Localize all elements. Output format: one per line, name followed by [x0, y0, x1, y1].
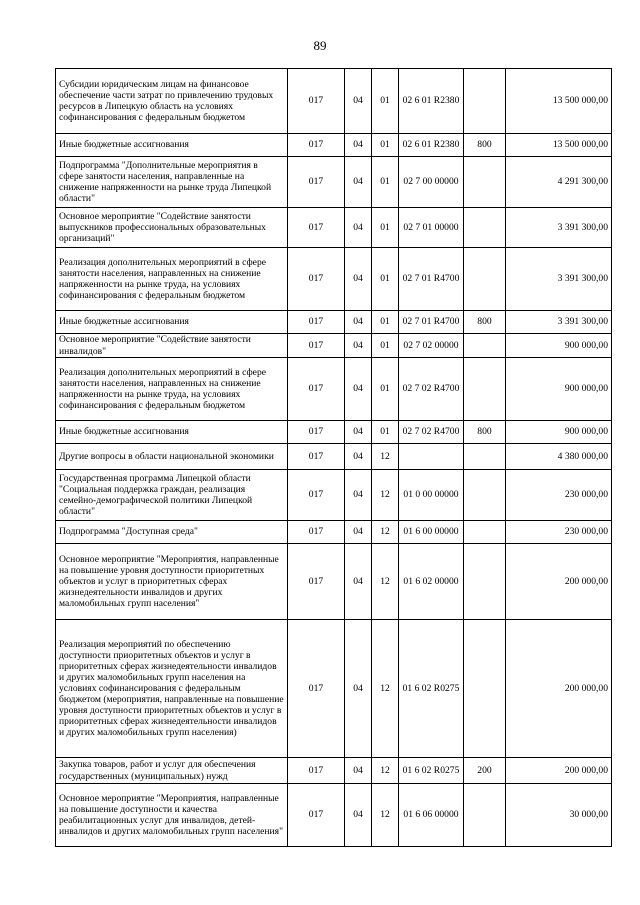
row-subsection: 01: [372, 69, 399, 134]
row-amount: 230 000,00: [506, 470, 612, 521]
row-amount: 13 500 000,00: [506, 134, 612, 157]
table-row: [56, 157, 612, 208]
row-article: 02 7 01 00000: [399, 208, 464, 248]
row-expense-type: [464, 208, 506, 248]
table-row: [56, 521, 612, 544]
row-expense-type: 200: [464, 758, 506, 784]
table-row: [56, 134, 612, 157]
row-section: 04: [345, 69, 372, 134]
table-row: [56, 544, 612, 620]
row-article: 02 7 01 R4700: [399, 248, 464, 311]
row-section: 04: [345, 521, 372, 544]
row-article: 02 6 01 R2380: [399, 134, 464, 157]
row-ministry: 017: [288, 69, 345, 134]
table-row: [56, 208, 612, 248]
row-expense-type: [464, 444, 506, 470]
row-name: Реализация дополнительных мероприятий в сфере занятости населения, направленных на снижение напряженности на рынке труда, на условиях софинансирования с федеральным бюджетом: [56, 358, 288, 421]
row-expense-type: 800: [464, 134, 506, 157]
row-subsection: 01: [372, 208, 399, 248]
table-row: [56, 784, 612, 847]
row-amount: 3 391 300,00: [506, 311, 612, 334]
table-row: [56, 444, 612, 470]
table-row: [56, 358, 612, 421]
table-row: [56, 470, 612, 521]
row-name: Основное мероприятие "Содействие занятости инвалидов": [56, 334, 288, 358]
row-amount: 4 380 000,00: [506, 444, 612, 470]
table-row: [56, 334, 612, 358]
row-ministry: 017: [288, 521, 345, 544]
row-expense-type: [464, 544, 506, 620]
table-row: [56, 69, 612, 134]
row-expense-type: [464, 358, 506, 421]
row-amount: 200 000,00: [506, 620, 612, 758]
row-section: 04: [345, 248, 372, 311]
row-name: Иные бюджетные ассигнования: [56, 134, 288, 157]
row-section: 04: [345, 784, 372, 847]
row-expense-type: [464, 784, 506, 847]
row-ministry: 017: [288, 620, 345, 758]
row-subsection: 12: [372, 758, 399, 784]
row-article: 02 7 02 R4700: [399, 358, 464, 421]
row-ministry: 017: [288, 421, 345, 444]
row-subsection: 12: [372, 470, 399, 521]
row-section: 04: [345, 470, 372, 521]
row-amount: 3 391 300,00: [506, 208, 612, 248]
row-name: Подпрограмма "Доступная среда": [56, 521, 288, 544]
row-expense-type: [464, 470, 506, 521]
table-row: [56, 758, 612, 784]
row-section: 04: [345, 358, 372, 421]
row-article: 02 7 02 R4700: [399, 421, 464, 444]
page-number: 89: [313, 38, 327, 53]
row-amount: 3 391 300,00: [506, 248, 612, 311]
row-expense-type: [464, 521, 506, 544]
row-subsection: 01: [372, 157, 399, 208]
row-ministry: 017: [288, 470, 345, 521]
row-section: 04: [345, 620, 372, 758]
row-name: Государственная программа Липецкой области "Социальная поддержка граждан, реализация семейно-демографической политики Липецкой области": [56, 470, 288, 521]
row-ministry: 017: [288, 248, 345, 311]
row-name: Реализация дополнительных мероприятий в сфере занятости населения, направленных на снижение напряженности на рынке труда, на условиях софинансирования с федеральным бюджетом: [56, 248, 288, 311]
row-subsection: 12: [372, 784, 399, 847]
row-section: 04: [345, 544, 372, 620]
row-name: Закупка товаров, работ и услуг для обеспечения государственных (муниципальных) нужд: [56, 758, 288, 784]
row-article: 01 0 00 00000: [399, 470, 464, 521]
budget-table: [55, 68, 612, 847]
row-article: 01 6 02 R0275: [399, 620, 464, 758]
row-section: 04: [345, 444, 372, 470]
row-ministry: 017: [288, 758, 345, 784]
row-section: 04: [345, 208, 372, 248]
row-subsection: 01: [372, 134, 399, 157]
row-amount: 900 000,00: [506, 334, 612, 358]
row-name: Иные бюджетные ассигнования: [56, 311, 288, 334]
row-expense-type: [464, 620, 506, 758]
row-section: 04: [345, 157, 372, 208]
row-name: Реализация мероприятий по обеспечению доступности приоритетных объектов и услуг в приоритетных сферах жизнедеятельности инвалидов и других маломобильных групп населения на условиях софинансирования с федеральным бюджетом (мероприятия, направленные на повышение уровня доступности приоритетных объектов и услуг в приоритетных сферах жизнедеятельности инвалидов и других маломобильных групп населения): [56, 620, 288, 758]
row-subsection: 01: [372, 334, 399, 358]
row-ministry: 017: [288, 134, 345, 157]
row-subsection: 12: [372, 444, 399, 470]
row-section: 04: [345, 758, 372, 784]
row-ministry: 017: [288, 311, 345, 334]
row-amount: 900 000,00: [506, 421, 612, 444]
row-article: 01 6 02 R0275: [399, 758, 464, 784]
row-ministry: 017: [288, 358, 345, 421]
row-subsection: 01: [372, 421, 399, 444]
row-name: Основное мероприятие "Мероприятия, направленные на повышение уровня доступности приоритетных объектов и услуг в приоритетных сферах жизнедеятельности инвалидов и других маломобильных групп населения": [56, 544, 288, 620]
row-expense-type: [464, 334, 506, 358]
row-section: 04: [345, 334, 372, 358]
row-amount: 200 000,00: [506, 758, 612, 784]
row-article: 02 7 00 00000: [399, 157, 464, 208]
row-name: Основное мероприятие "Содействие занятости выпускников профессиональных образовательных организаций": [56, 208, 288, 248]
row-amount: 4 291 300,00: [506, 157, 612, 208]
row-amount: 900 000,00: [506, 358, 612, 421]
row-subsection: 01: [372, 248, 399, 311]
row-name: Субсидии юридическим лицам на финансовое обеспечение части затрат по привлечению трудовых ресурсов в Липецкую область на условиях софинансирования с федеральным бюджетом: [56, 69, 288, 134]
row-expense-type: [464, 69, 506, 134]
row-ministry: 017: [288, 157, 345, 208]
table-row: [56, 620, 612, 758]
row-amount: 200 000,00: [506, 544, 612, 620]
row-amount: 230 000,00: [506, 521, 612, 544]
row-expense-type: 800: [464, 311, 506, 334]
row-ministry: 017: [288, 444, 345, 470]
row-expense-type: [464, 248, 506, 311]
row-name: Основное мероприятие "Мероприятия, направленные на повышение доступности и качества реабилитационных услуг для инвалидов, детей-инвалидов и других маломобильных групп населения": [56, 784, 288, 847]
row-amount: 13 500 000,00: [506, 69, 612, 134]
row-section: 04: [345, 421, 372, 444]
row-subsection: 01: [372, 358, 399, 421]
row-article: 01 6 00 00000: [399, 521, 464, 544]
row-subsection: 01: [372, 311, 399, 334]
row-article: [399, 444, 464, 470]
row-ministry: 017: [288, 784, 345, 847]
row-subsection: 12: [372, 620, 399, 758]
row-ministry: 017: [288, 544, 345, 620]
row-name: Иные бюджетные ассигнования: [56, 421, 288, 444]
row-subsection: 12: [372, 544, 399, 620]
row-ministry: 017: [288, 334, 345, 358]
row-subsection: 12: [372, 521, 399, 544]
row-name: Другие вопросы в области национальной экономики: [56, 444, 288, 470]
row-section: 04: [345, 311, 372, 334]
row-article: 02 7 02 00000: [399, 334, 464, 358]
row-article: 01 6 06 00000: [399, 784, 464, 847]
row-name: Подпрограмма "Дополнительные мероприятия в сфере занятости населения, направленные на снижение напряженности на рынке труда Липецкой области": [56, 157, 288, 208]
table-row: [56, 248, 612, 311]
row-expense-type: 800: [464, 421, 506, 444]
row-amount: 30 000,00: [506, 784, 612, 847]
table-row: [56, 421, 612, 444]
table-row: [56, 311, 612, 334]
row-article: 02 6 01 R2380: [399, 69, 464, 134]
row-article: 02 7 01 R4700: [399, 311, 464, 334]
row-expense-type: [464, 157, 506, 208]
row-section: 04: [345, 134, 372, 157]
row-ministry: 017: [288, 208, 345, 248]
row-article: 01 6 02 00000: [399, 544, 464, 620]
